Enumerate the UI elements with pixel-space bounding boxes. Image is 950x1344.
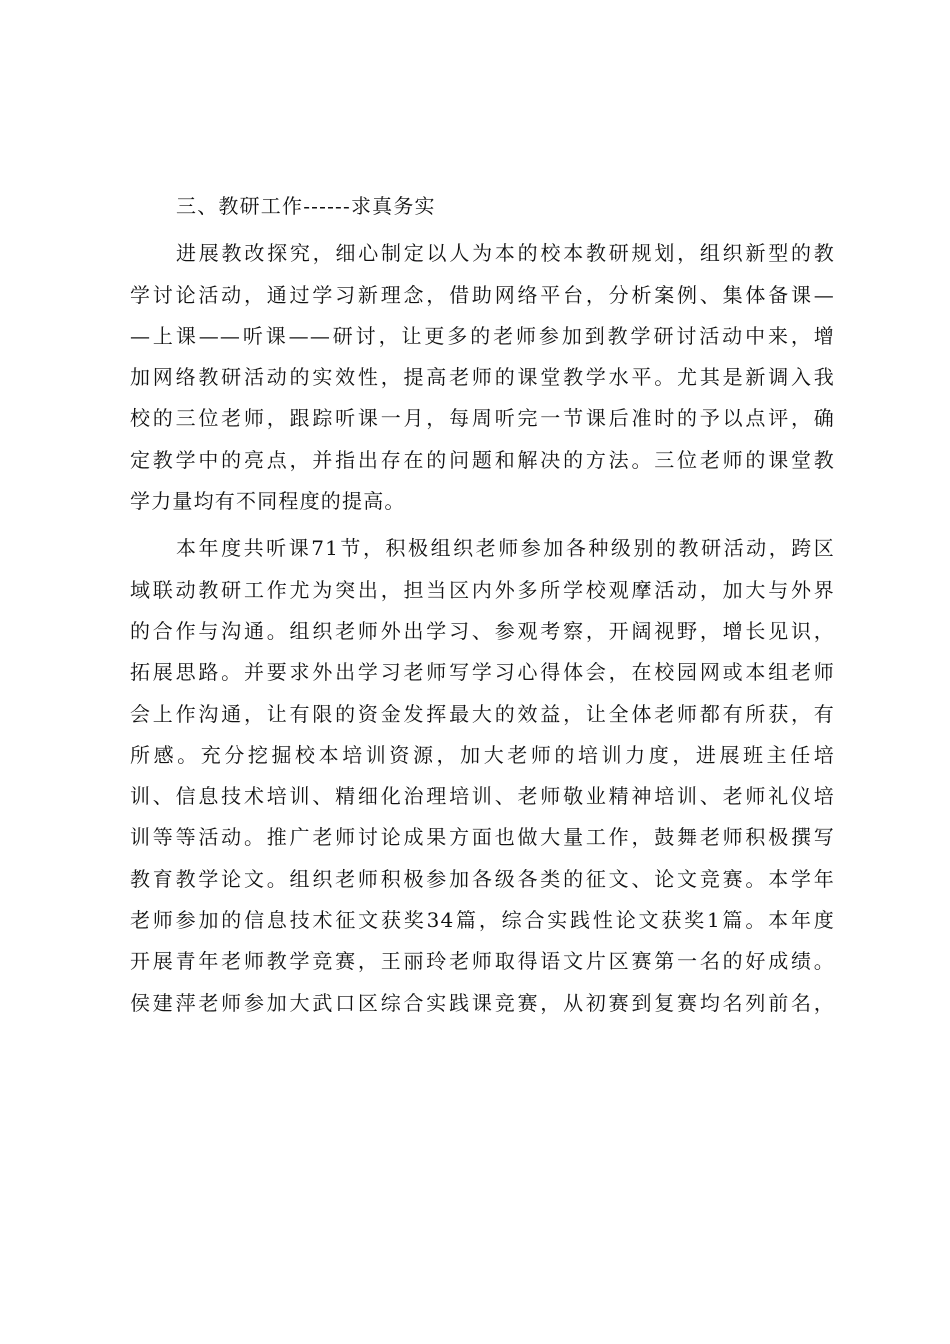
paragraph-2-line: 教育教学论文。组织老师积极参加各级各类的征文、论文竞赛。本学年 [130, 866, 835, 891]
paragraph-2-line: 训、信息技术培训、精细化治理培训、老师敬业精神培训、老师礼仪培 [130, 784, 835, 809]
paragraph-2-line: 老师参加的信息技术征文获奖34篇，综合实践性论文获奖1篇。本年度 [130, 908, 835, 933]
paragraph-1-line: 进展教改探究，细心制定以人为本的校本教研规划，组织新型的教 [176, 241, 835, 266]
paragraph-2-line: 本年度共听课71节，积极组织老师参加各种级别的教研活动，跨区 [176, 536, 835, 561]
paragraph-1-line: 学力量均有不同程度的提高。 [130, 489, 406, 514]
paragraph-1-line: 定教学中的亮点，并指出存在的问题和解决的方法。三位老师的课堂教 [130, 447, 835, 472]
document-body [130, 186, 835, 1024]
paragraph-2-line: 所感。充分挖掘校本培训资源，加大老师的培训力度，进展班主任培 [130, 742, 835, 767]
paragraph-1-line: 加网络教研活动的实效性，提高老师的课堂教学水平。尤其是新调入我 [130, 365, 835, 390]
paragraph-2-line: 训等等活动。推广老师讨论成果方面也做大量工作，鼓舞老师积极撰写 [130, 825, 835, 850]
paragraph-2-line: 域联动教研工作尤为突出，担当区内外多所学校观摩活动，加大与外界 [130, 577, 835, 602]
paragraph-2-line: 开展青年老师教学竞赛，王丽玲老师取得语文片区赛第一名的好成绩。 [130, 949, 835, 974]
paragraph-1-line: —上课——听课——研讨，让更多的老师参加到教学研讨活动中来，增 [130, 323, 835, 348]
paragraph-1-line: 校的三位老师，跟踪听课一月，每周听完一节课后准时的予以点评，确 [130, 406, 835, 431]
paragraph-2-line: 会上作沟通，让有限的资金发挥最大的效益，让全体老师都有所获，有 [130, 701, 835, 726]
section-heading: 三、教研工作------求真务实 [176, 194, 436, 218]
paragraph-2-line: 侯建萍老师参加大武口区综合实践课竞赛，从初赛到复赛均名列前名， [130, 990, 835, 1015]
paragraph-1-line: 学讨论活动，通过学习新理念，借助网络平台，分析案例、集体备课— [130, 282, 835, 307]
paragraph-2-line: 的合作与沟通。组织老师外出学习、参观考察，开阔视野，增长见识， [130, 618, 835, 643]
paragraph-2-line: 拓展思路。并要求外出学习老师写学习心得体会，在校园网或本组老师 [130, 660, 835, 685]
